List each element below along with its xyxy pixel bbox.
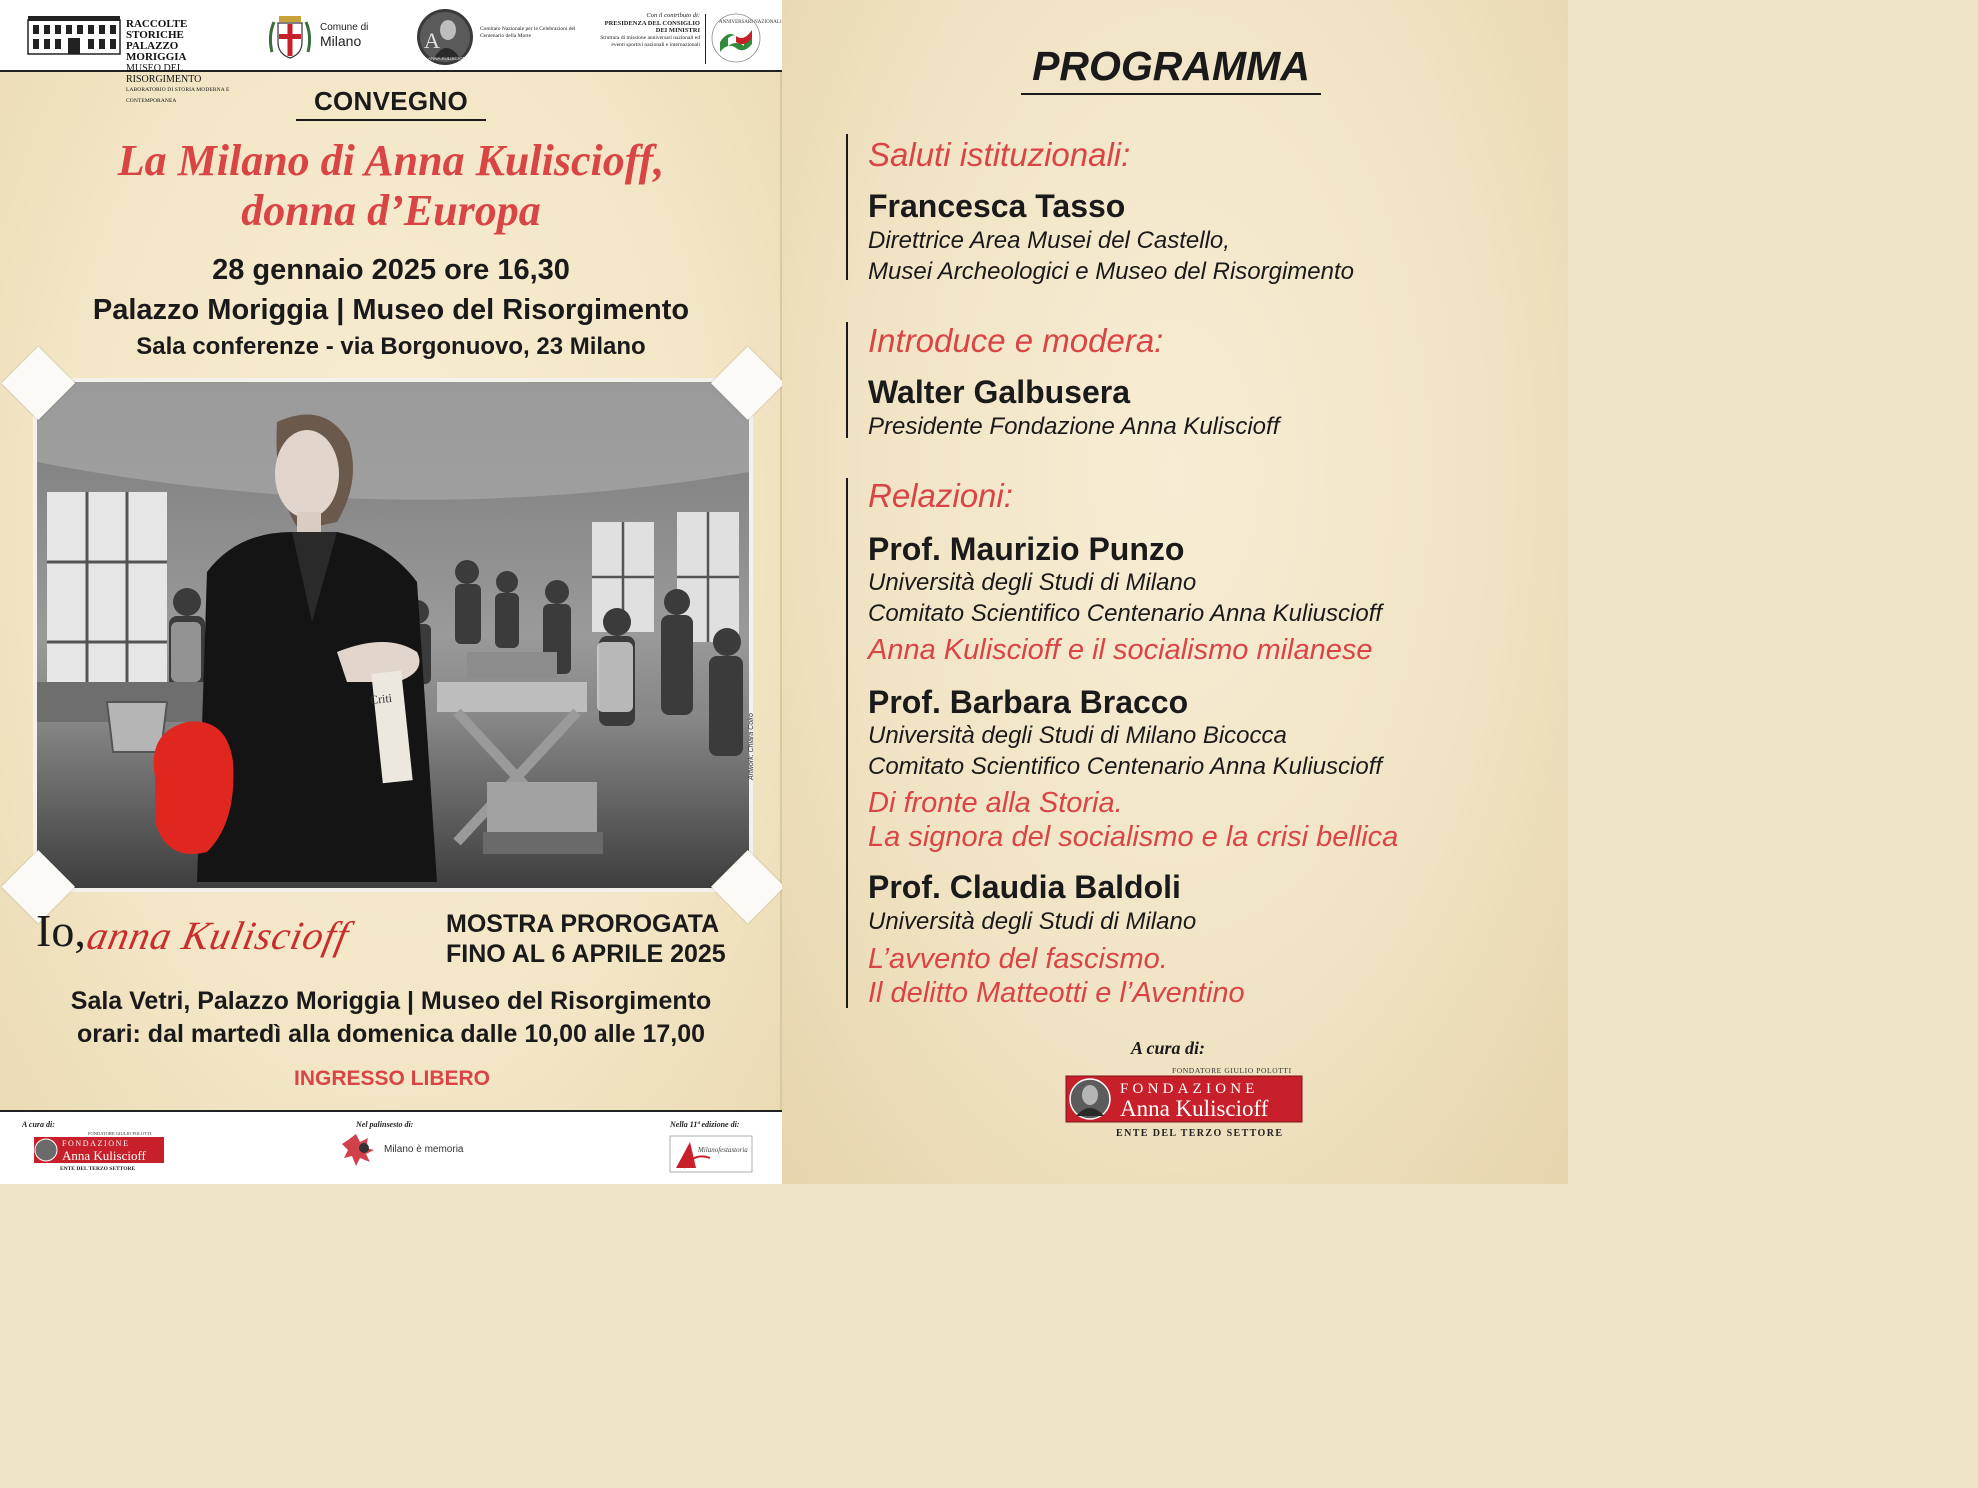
presidenza-line1: Con il contributo di: xyxy=(646,12,700,19)
milano-memoria-text: Milano è memoria xyxy=(384,1144,464,1155)
speaker-punzo-name: Prof. Maurizio Punzo xyxy=(868,531,1185,567)
speaker-bracco-role2: Comitato Scientifico Centenario Anna Kuliuscioff xyxy=(868,753,1383,780)
talk-bracco-title-line1: Di fronte alla Storia. xyxy=(868,787,1123,819)
poster-title-line1: La Milano di Anna Kuliscioff, xyxy=(117,136,665,185)
exhibition-io-text: Io, xyxy=(36,905,86,956)
fond-big-fondatore: FONDATORE GIULIO POLOTTI xyxy=(1172,1066,1292,1075)
event-date: 28 gennaio 2025 ore 16,30 xyxy=(212,254,570,286)
comune-milano-crest-icon xyxy=(266,12,314,62)
fond-big-name: Anna Kuliscioff xyxy=(1120,1096,1269,1121)
presidenza-line3: Struttura di missione anniversari nazionali ed eventi sportivi nazionali e internazionali xyxy=(600,34,700,48)
anna-kuliscioff-medal-icon xyxy=(416,8,474,66)
talk-punzo-title: Anna Kuliscioff e il socialismo milanese xyxy=(868,634,1373,666)
exhibition-hours: orari: dal martedì alla domenica dalle 10,00 alle 17,00 xyxy=(76,1020,706,1048)
introduce-heading: Introduce e modera: xyxy=(868,322,1164,359)
exhibition-extension xyxy=(446,909,756,969)
fondazione-kuliscioff-logo-small xyxy=(30,1130,166,1172)
palazzo-logo-line1: RACCOLTE STORICHE xyxy=(126,18,188,41)
saluti-heading: Saluti istituzionali: xyxy=(868,136,1131,173)
footer-palinsesto-label: Nel palinsesto di: xyxy=(356,1120,414,1129)
palazzo-moriggia-logo-icon xyxy=(26,14,122,56)
speaker-punzo-role2: Comitato Scientifico Centenario Anna Kuliuscioff xyxy=(868,600,1383,627)
speaker-galbusera-role1: Presidente Fondazione Anna Kuliscioff xyxy=(868,413,1280,440)
speaker-tasso-role2: Musei Archeologici e Museo del Risorgimento xyxy=(868,258,1354,285)
talk-baldoli-title-line1: L’avvento del fascismo. xyxy=(868,943,1168,975)
fondazione-kuliscioff-logo xyxy=(1064,1064,1304,1142)
fond-small-fondazione: FONDAZIONE xyxy=(62,1139,130,1148)
newspaper-label: Criti xyxy=(369,690,393,708)
anniversari-nazionali-badge-icon xyxy=(710,12,782,64)
section-bar-saluti xyxy=(846,134,848,280)
presidenza-consiglio-text xyxy=(596,12,700,50)
poster-photo xyxy=(33,378,753,892)
speaker-bracco-role1: Università degli Studi di Milano Bicocca xyxy=(868,722,1287,749)
palazzo-logo-line4: LABORATORIO DI STORIA MODERNA E CONTEMPORANEA xyxy=(126,87,230,104)
programme-a-cura-label: A cura di: xyxy=(1131,1038,1206,1058)
fond-small-fondatore: FONDATORE GIULIO POLOTTI xyxy=(88,1131,152,1136)
palazzo-logo-line3: MUSEO DEL RISORGIMENTO xyxy=(126,63,202,85)
palazzo-logo-line2: PALAZZO MORIGGIA xyxy=(126,40,187,63)
footer-edizione-label: Nella 11ª edizione di: xyxy=(670,1120,740,1129)
milano-festival-storia-logo-icon xyxy=(670,1132,752,1174)
svg-text:A: A xyxy=(424,28,440,53)
relazioni-heading: Relazioni: xyxy=(868,477,1013,514)
comitato-nazionale-text: Comitato Nazionale per le Celebrazioni del Centenario della Morte xyxy=(480,26,576,39)
section-bar-relazioni xyxy=(846,478,848,1008)
speaker-punzo-role1: Università degli Studi di Milano xyxy=(868,569,1197,596)
talk-bracco-title-line2: La signora del socialismo e la crisi bellica xyxy=(868,821,1399,853)
footer-a-cura-label: A cura di: xyxy=(22,1120,55,1129)
event-room: Sala conferenze - via Borgonuovo, 23 Milano xyxy=(136,333,646,360)
kuliscioff-signature: anna Kuliscioff xyxy=(83,913,354,958)
ak-medal-label: ANNA KULISCIOFF xyxy=(428,56,469,61)
presidenza-line2: PRESIDENZA DEL CONSIGLIO DEI MINISTRI xyxy=(604,19,700,34)
speaker-tasso-name: Francesca Tasso xyxy=(868,188,1126,224)
fond-small-name: Anna Kuliscioff xyxy=(62,1148,146,1163)
fond-small-ente: ENTE DEL TERZO SETTORE xyxy=(60,1166,136,1172)
anna-kuliscioff-photo-collage xyxy=(37,382,749,888)
speaker-bracco-name: Prof. Barbara Bracco xyxy=(868,684,1189,720)
logo-divider xyxy=(705,14,706,64)
exhibition-line2: FINO AL 6 APRILE 2025 xyxy=(446,940,726,968)
poster-title xyxy=(0,136,782,236)
convegno-kicker: CONVEGNO xyxy=(296,86,486,121)
talk-baldoli-title-line2: Il delitto Matteotti e l’Aventino xyxy=(868,977,1245,1009)
comune-logo-line1: Comune di xyxy=(320,22,369,33)
event-venue: Palazzo Moriggia | Museo del Risorgimento xyxy=(92,294,690,326)
fond-big-ente: ENTE DEL TERZO SETTORE xyxy=(1116,1128,1284,1139)
section-bar-introduce xyxy=(846,322,848,438)
programme-heading: PROGRAMMA xyxy=(1021,43,1321,95)
poster-title-line2: donna d’Europa xyxy=(241,186,541,235)
free-entry-note: INGRESSO LIBERO xyxy=(293,1067,491,1090)
comune-milano-logo-text xyxy=(320,22,368,49)
anniversari-label: ANNIVERSARI NAZIONALI xyxy=(719,20,782,25)
exhibition-venue: Sala Vetri, Palazzo Moriggia | Museo del Risorgimento xyxy=(70,987,712,1015)
speaker-tasso-role1: Direttrice Area Musei del Castello, xyxy=(868,227,1230,254)
speaker-baldoli-name: Prof. Claudia Baldoli xyxy=(868,869,1181,905)
milanofestival-label: Milanofestastoria xyxy=(698,1146,748,1154)
comune-logo-line2: Milano xyxy=(320,33,362,49)
exhibition-line1: MOSTRA PROROGATA xyxy=(446,910,720,938)
palazzo-moriggia-logo-text xyxy=(126,19,236,107)
speaker-baldoli-role1: Università degli Studi di Milano xyxy=(868,908,1197,935)
artwork-credit: Artwork: Chiara Coiro xyxy=(748,713,755,780)
fond-big-fondazione: FONDAZIONE xyxy=(1120,1081,1259,1097)
speaker-galbusera-name: Walter Galbusera xyxy=(868,374,1131,410)
